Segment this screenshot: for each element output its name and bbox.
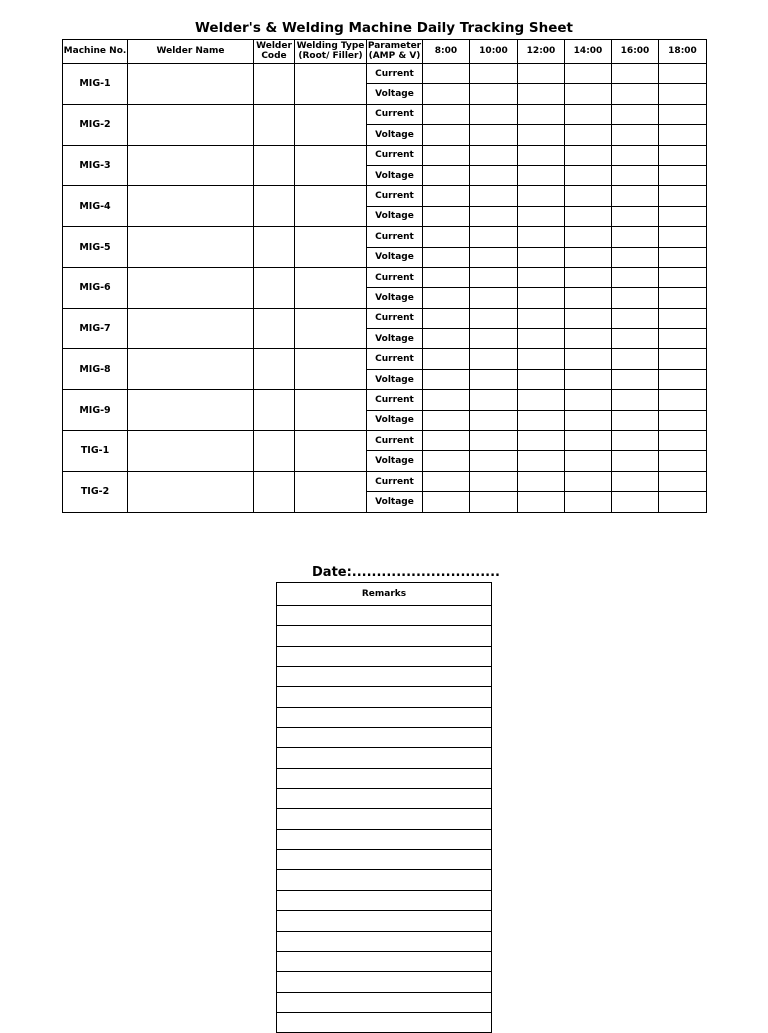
welding-type-cell[interactable]: [295, 349, 367, 390]
parameter-cell: Current: [367, 267, 423, 287]
reading-cell[interactable]: [612, 125, 659, 145]
welder-code-cell[interactable]: [254, 267, 295, 308]
reading-cell[interactable]: [423, 104, 470, 124]
remarks-row: [277, 768, 492, 788]
reading-cell[interactable]: [470, 267, 518, 287]
parameter-cell: Voltage: [367, 84, 423, 104]
reading-cell[interactable]: [423, 492, 470, 512]
remarks-cell[interactable]: [277, 667, 492, 687]
reading-cell[interactable]: [423, 84, 470, 104]
welding-type-cell[interactable]: [295, 267, 367, 308]
reading-cell[interactable]: [423, 125, 470, 145]
welder-code-cell[interactable]: [254, 390, 295, 431]
reading-cell[interactable]: [470, 104, 518, 124]
reading-cell[interactable]: [518, 349, 565, 369]
reading-cell[interactable]: [518, 329, 565, 349]
reading-cell[interactable]: [518, 471, 565, 491]
reading-cell[interactable]: [423, 329, 470, 349]
reading-cell[interactable]: [659, 84, 707, 104]
reading-cell[interactable]: [518, 410, 565, 430]
remarks-row: [277, 626, 492, 646]
reading-cell[interactable]: [518, 308, 565, 328]
machine-no-cell: MIG-4: [63, 186, 128, 227]
parameter-cell: Current: [367, 471, 423, 491]
reading-cell[interactable]: [612, 186, 659, 206]
remarks-cell[interactable]: [277, 911, 492, 931]
reading-cell[interactable]: [612, 288, 659, 308]
welder-code-cell[interactable]: [254, 227, 295, 268]
table-row: [63, 227, 707, 247]
remarks-cell[interactable]: [277, 626, 492, 646]
welder-code-cell[interactable]: [254, 145, 295, 186]
reading-cell[interactable]: [659, 390, 707, 410]
reading-cell[interactable]: [612, 64, 659, 84]
machine-no-cell: TIG-2: [63, 471, 128, 512]
sheet-title: Welder's & Welding Machine Daily Tracking Sheet: [195, 20, 573, 36]
welder-name-cell[interactable]: [128, 145, 254, 186]
reading-cell[interactable]: [612, 165, 659, 185]
remarks-row: [277, 951, 492, 971]
reading-cell[interactable]: [518, 206, 565, 226]
header-row: [63, 40, 707, 64]
reading-cell[interactable]: [518, 165, 565, 185]
welder-code-line1: Welder: [256, 41, 292, 51]
time-header: 18:00: [659, 40, 707, 64]
remarks-row: [277, 931, 492, 951]
machine-no-cell: MIG-7: [63, 308, 128, 349]
parameter-cell: Voltage: [367, 369, 423, 389]
welder-name-header: Welder Name: [128, 40, 254, 64]
remarks-row: [277, 646, 492, 666]
reading-cell[interactable]: [423, 471, 470, 491]
reading-cell[interactable]: [612, 451, 659, 471]
reading-cell[interactable]: [470, 451, 518, 471]
reading-cell[interactable]: [612, 349, 659, 369]
welder-name-cell[interactable]: [128, 349, 254, 390]
reading-cell[interactable]: [423, 349, 470, 369]
machine-no-cell: MIG-2: [63, 104, 128, 145]
remarks-row: [277, 707, 492, 727]
reading-cell[interactable]: [423, 165, 470, 185]
welder-code-cell[interactable]: [254, 471, 295, 512]
remarks-row: [277, 972, 492, 992]
machine-no-cell: MIG-9: [63, 390, 128, 431]
reading-cell[interactable]: [612, 206, 659, 226]
remarks-row: [277, 748, 492, 768]
reading-cell[interactable]: [612, 390, 659, 410]
reading-cell[interactable]: [659, 267, 707, 287]
reading-cell[interactable]: [565, 390, 612, 410]
parameter-line1: Parameter: [367, 41, 422, 51]
time-header: 12:00: [518, 40, 565, 64]
welder-code-cell[interactable]: [254, 186, 295, 227]
reading-cell[interactable]: [423, 451, 470, 471]
reading-cell[interactable]: [612, 227, 659, 247]
parameter-cell: Current: [367, 349, 423, 369]
reading-cell[interactable]: [423, 227, 470, 247]
reading-cell[interactable]: [518, 64, 565, 84]
table-row: [63, 471, 707, 491]
remarks-row: [277, 606, 492, 626]
reading-cell[interactable]: [612, 308, 659, 328]
parameter-cell: Voltage: [367, 125, 423, 145]
parameter-cell: Current: [367, 431, 423, 451]
machine-no-cell: MIG-1: [63, 64, 128, 105]
remarks-cell[interactable]: [277, 972, 492, 992]
welder-name-cell[interactable]: [128, 390, 254, 431]
reading-cell[interactable]: [612, 492, 659, 512]
reading-cell[interactable]: [423, 186, 470, 206]
reading-cell[interactable]: [565, 165, 612, 185]
reading-cell[interactable]: [565, 288, 612, 308]
reading-cell[interactable]: [423, 247, 470, 267]
reading-cell[interactable]: [518, 288, 565, 308]
time-header: 16:00: [612, 40, 659, 64]
reading-cell[interactable]: [470, 431, 518, 451]
remarks-cell[interactable]: [277, 748, 492, 768]
reading-cell[interactable]: [612, 145, 659, 165]
reading-cell[interactable]: [565, 492, 612, 512]
reading-cell[interactable]: [659, 349, 707, 369]
welder-name-cell[interactable]: [128, 186, 254, 227]
reading-cell[interactable]: [518, 125, 565, 145]
reading-cell[interactable]: [470, 64, 518, 84]
reading-cell[interactable]: [423, 267, 470, 287]
reading-cell[interactable]: [659, 431, 707, 451]
reading-cell[interactable]: [565, 349, 612, 369]
welder-code-cell[interactable]: [254, 64, 295, 105]
reading-cell[interactable]: [565, 186, 612, 206]
reading-cell[interactable]: [659, 165, 707, 185]
reading-cell[interactable]: [470, 471, 518, 491]
reading-cell[interactable]: [470, 390, 518, 410]
remarks-cell[interactable]: [277, 890, 492, 910]
machine-no-cell: TIG-1: [63, 431, 128, 472]
parameter-header: [367, 40, 423, 64]
reading-cell[interactable]: [423, 64, 470, 84]
reading-cell[interactable]: [659, 186, 707, 206]
reading-cell[interactable]: [659, 247, 707, 267]
table-row: [63, 431, 707, 451]
parameter-cell: Voltage: [367, 492, 423, 512]
table-row: [63, 349, 707, 369]
remarks-cell[interactable]: [277, 850, 492, 870]
reading-cell[interactable]: [518, 186, 565, 206]
machine-no-header: Machine No.: [63, 40, 128, 64]
reading-cell[interactable]: [612, 369, 659, 389]
remarks-row: [277, 809, 492, 829]
reading-cell[interactable]: [423, 308, 470, 328]
reading-cell[interactable]: [612, 410, 659, 430]
remarks-cell[interactable]: [277, 789, 492, 809]
reading-cell[interactable]: [659, 227, 707, 247]
welding-type-cell[interactable]: [295, 186, 367, 227]
reading-cell[interactable]: [518, 431, 565, 451]
reading-cell[interactable]: [470, 410, 518, 430]
welding-type-cell[interactable]: [295, 227, 367, 268]
remarks-row: [277, 911, 492, 931]
welding-type-cell[interactable]: [295, 431, 367, 472]
remarks-header: Remarks: [277, 583, 492, 606]
reading-cell[interactable]: [518, 267, 565, 287]
remarks-row: [277, 829, 492, 849]
table-row: [63, 308, 707, 328]
remarks-cell[interactable]: [277, 829, 492, 849]
reading-cell[interactable]: [423, 410, 470, 430]
reading-cell[interactable]: [565, 369, 612, 389]
reading-cell[interactable]: [659, 308, 707, 328]
welder-name-cell[interactable]: [128, 64, 254, 105]
parameter-cell: Voltage: [367, 165, 423, 185]
welder-name-cell[interactable]: [128, 471, 254, 512]
reading-cell[interactable]: [470, 492, 518, 512]
reading-cell[interactable]: [470, 288, 518, 308]
reading-cell[interactable]: [565, 227, 612, 247]
reading-cell[interactable]: [612, 247, 659, 267]
parameter-cell: Current: [367, 64, 423, 84]
parameter-cell: Current: [367, 104, 423, 124]
remarks-cell[interactable]: [277, 870, 492, 890]
reading-cell[interactable]: [659, 410, 707, 430]
reading-cell[interactable]: [565, 104, 612, 124]
reading-cell[interactable]: [423, 145, 470, 165]
reading-cell[interactable]: [518, 145, 565, 165]
reading-cell[interactable]: [423, 206, 470, 226]
table-row: [63, 64, 707, 84]
parameter-cell: Voltage: [367, 247, 423, 267]
reading-cell[interactable]: [659, 329, 707, 349]
welding-type-header: [295, 40, 367, 64]
table-row: [63, 186, 707, 206]
reading-cell[interactable]: [470, 227, 518, 247]
welding-type-cell[interactable]: [295, 390, 367, 431]
reading-cell[interactable]: [470, 145, 518, 165]
welding-type-line1: Welding Type: [296, 41, 365, 51]
reading-cell[interactable]: [423, 369, 470, 389]
welder-code-cell[interactable]: [254, 308, 295, 349]
reading-cell[interactable]: [470, 206, 518, 226]
remarks-row: [277, 687, 492, 707]
remarks-row: [277, 667, 492, 687]
machine-no-cell: MIG-3: [63, 145, 128, 186]
machine-no-cell: MIG-5: [63, 227, 128, 268]
parameter-cell: Current: [367, 145, 423, 165]
reading-cell[interactable]: [565, 64, 612, 84]
parameter-cell: Voltage: [367, 288, 423, 308]
date-field[interactable]: Date:..............................: [312, 565, 500, 580]
welder-code-cell[interactable]: [254, 431, 295, 472]
welder-name-cell[interactable]: [128, 267, 254, 308]
parameter-cell: Voltage: [367, 410, 423, 430]
reading-cell[interactable]: [659, 451, 707, 471]
remarks-cell[interactable]: [277, 809, 492, 829]
reading-cell[interactable]: [518, 390, 565, 410]
welder-name-cell[interactable]: [128, 227, 254, 268]
reading-cell[interactable]: [470, 247, 518, 267]
reading-cell[interactable]: [470, 84, 518, 104]
remarks-table: [276, 582, 492, 1033]
reading-cell[interactable]: [565, 125, 612, 145]
reading-cell[interactable]: [423, 390, 470, 410]
remarks-row: [277, 850, 492, 870]
remarks-row: [277, 890, 492, 910]
reading-cell[interactable]: [470, 329, 518, 349]
reading-cell[interactable]: [565, 145, 612, 165]
reading-cell[interactable]: [470, 165, 518, 185]
welder-code-header: [254, 40, 295, 64]
remarks-cell[interactable]: [277, 707, 492, 727]
welder-name-cell[interactable]: [128, 431, 254, 472]
reading-cell[interactable]: [565, 308, 612, 328]
remarks-row: [277, 728, 492, 748]
welding-type-cell[interactable]: [295, 104, 367, 145]
reading-cell[interactable]: [470, 349, 518, 369]
reading-cell[interactable]: [659, 369, 707, 389]
remarks-row: [277, 870, 492, 890]
reading-cell[interactable]: [565, 247, 612, 267]
reading-cell[interactable]: [470, 308, 518, 328]
reading-cell[interactable]: [659, 104, 707, 124]
remarks-cell[interactable]: [277, 646, 492, 666]
remarks-cell[interactable]: [277, 687, 492, 707]
table-row: [63, 390, 707, 410]
reading-cell[interactable]: [565, 451, 612, 471]
reading-cell[interactable]: [423, 288, 470, 308]
reading-cell[interactable]: [565, 267, 612, 287]
remarks-cell[interactable]: [277, 768, 492, 788]
reading-cell[interactable]: [565, 206, 612, 226]
remarks-row: [277, 992, 492, 1012]
parameter-cell: Voltage: [367, 206, 423, 226]
welding-type-line2: (Root/ Filler): [298, 50, 363, 61]
remarks-row: [277, 789, 492, 809]
welder-code-line2: Code: [261, 50, 287, 61]
parameter-cell: Current: [367, 186, 423, 206]
tracking-table: [62, 39, 707, 513]
reading-cell[interactable]: [518, 369, 565, 389]
reading-cell[interactable]: [470, 186, 518, 206]
welding-type-cell[interactable]: [295, 145, 367, 186]
reading-cell[interactable]: [659, 288, 707, 308]
reading-cell[interactable]: [565, 84, 612, 104]
reading-cell[interactable]: [659, 64, 707, 84]
welding-type-cell[interactable]: [295, 471, 367, 512]
time-header: 8:00: [423, 40, 470, 64]
machine-no-cell: MIG-6: [63, 267, 128, 308]
parameter-cell: Voltage: [367, 451, 423, 471]
parameter-cell: Current: [367, 308, 423, 328]
remarks-cell[interactable]: [277, 1012, 492, 1032]
reading-cell[interactable]: [659, 492, 707, 512]
reading-cell[interactable]: [518, 227, 565, 247]
remarks-row: [277, 1012, 492, 1032]
reading-cell[interactable]: [518, 451, 565, 471]
reading-cell[interactable]: [518, 247, 565, 267]
reading-cell[interactable]: [659, 125, 707, 145]
reading-cell[interactable]: [612, 84, 659, 104]
reading-cell[interactable]: [612, 104, 659, 124]
welding-type-cell[interactable]: [295, 64, 367, 105]
remarks-cell[interactable]: [277, 992, 492, 1012]
reading-cell[interactable]: [518, 492, 565, 512]
welder-name-cell[interactable]: [128, 308, 254, 349]
reading-cell[interactable]: [470, 125, 518, 145]
reading-cell[interactable]: [518, 104, 565, 124]
reading-cell[interactable]: [659, 145, 707, 165]
reading-cell[interactable]: [612, 329, 659, 349]
reading-cell[interactable]: [612, 431, 659, 451]
parameter-cell: Voltage: [367, 329, 423, 349]
remarks-cell[interactable]: [277, 931, 492, 951]
welder-code-cell[interactable]: [254, 104, 295, 145]
welder-code-cell[interactable]: [254, 349, 295, 390]
reading-cell[interactable]: [565, 471, 612, 491]
reading-cell[interactable]: [565, 431, 612, 451]
reading-cell[interactable]: [565, 410, 612, 430]
parameter-line2: (AMP & V): [368, 50, 421, 61]
reading-cell[interactable]: [659, 471, 707, 491]
parameter-cell: Current: [367, 390, 423, 410]
reading-cell[interactable]: [565, 329, 612, 349]
reading-cell[interactable]: [470, 369, 518, 389]
time-header: 10:00: [470, 40, 518, 64]
machine-no-cell: MIG-8: [63, 349, 128, 390]
reading-cell[interactable]: [423, 431, 470, 451]
table-row: [63, 104, 707, 124]
table-row: [63, 267, 707, 287]
reading-cell[interactable]: [518, 84, 565, 104]
reading-cell[interactable]: [659, 206, 707, 226]
time-header: 14:00: [565, 40, 612, 64]
reading-cell[interactable]: [612, 267, 659, 287]
table-row: [63, 145, 707, 165]
remarks-cell[interactable]: [277, 728, 492, 748]
remarks-cell[interactable]: [277, 951, 492, 971]
welder-name-cell[interactable]: [128, 104, 254, 145]
remarks-cell[interactable]: [277, 606, 492, 626]
parameter-cell: Current: [367, 227, 423, 247]
reading-cell[interactable]: [612, 471, 659, 491]
welding-type-cell[interactable]: [295, 308, 367, 349]
